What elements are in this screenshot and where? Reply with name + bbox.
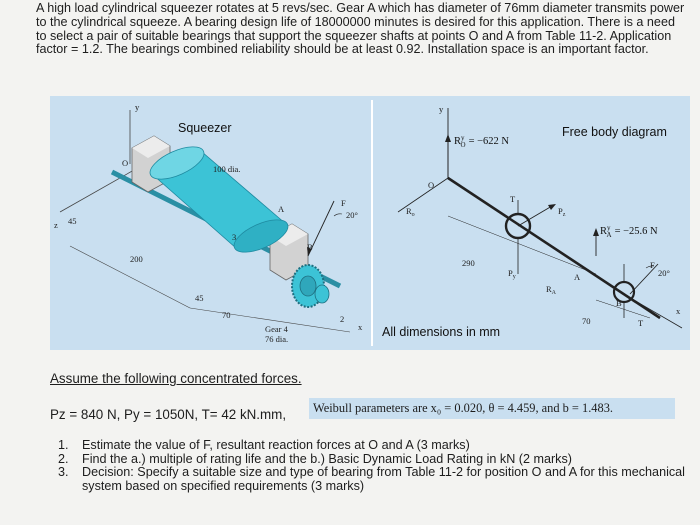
question-text: Decision: Specify a suitable size and type of bearing from Table 11-2 for position O and A for this mechanical system based on specified requirements (3 marks) (82, 465, 685, 493)
ra-y-label: $R^y$ A = −25.6 N (600, 224, 658, 239)
fbd-ro-label: $R_o$ (406, 206, 415, 218)
left-num-3: 3 (232, 232, 237, 242)
left-axis-x: x (358, 322, 363, 332)
fbd-pz: $P_z$ (558, 206, 566, 218)
question-number: 1. (58, 438, 69, 452)
ro-y-label: $R^y$ O = −622 N (454, 134, 510, 149)
fbd-force-f: F (650, 260, 655, 270)
left-dim-70: 70 (222, 310, 231, 320)
squeezer-figure (50, 96, 690, 350)
dims-note: All dimensions in mm (382, 325, 501, 339)
given-forces: Pz = 840 N, Py = 1050N, T= 42 kN.mm, (50, 407, 287, 422)
squeezer-title: Squeezer (178, 121, 232, 135)
gear-dia-label: 76 dia. (265, 334, 289, 344)
fbd-axis-y: y (439, 104, 444, 114)
question-item (58, 453, 686, 467)
left-dim-45b: 45 (195, 293, 204, 303)
left-axis-y: y (135, 102, 140, 112)
left-point-o: O (122, 158, 129, 168)
fbd-t2: T (638, 318, 644, 328)
gear-label: Gear 4 (265, 324, 288, 334)
question-text: Estimate the value of F, resultant reaction forces at O and A (3 marks) (82, 438, 470, 452)
question-text: Find the a.) multiple of rating life and the b.) Basic Dynamic Load Rating in kN (2 marks) (82, 451, 572, 466)
left-point-b: B (307, 242, 313, 252)
fbd-point-a: A (574, 272, 581, 282)
left-num-2: 2 (340, 314, 345, 324)
fbd-t1: T (510, 194, 516, 204)
weibull-parameters: Weibull parameters are x₀ = 0.020, θ = 4.459, and b = 1.483. (309, 398, 675, 419)
question-number: 2. (58, 451, 69, 466)
left-point-a: A (278, 204, 285, 214)
assume-heading: Assume the following concentrated forces. (50, 371, 302, 386)
fbd-point-b: B (616, 298, 622, 308)
fbd-point-o: O (428, 180, 435, 190)
left-angle-20: 20° (346, 210, 358, 220)
fbd-dim-70: 70 (582, 316, 591, 326)
left-axis-z: z (54, 220, 58, 230)
question-number: 3. (58, 465, 69, 480)
question-list (58, 439, 686, 493)
left-force-f: F (341, 198, 346, 208)
question-item (58, 466, 686, 493)
left-dim-200: 200 (130, 254, 143, 264)
question-item (58, 439, 686, 453)
problem-statement: A high load cylindrical squeezer rotates at 5 revs/sec. Gear A which has diameter of 76mm diameter transmits power to the cylindrical squeeze. A bearing design life of 18000000 minutes is desired for this application. There is a need to select a pair of suitable bearings that support the squeezer shafts at points O and A from Table 11-2. Application factor = 1.2. The bearings combined reliability should be at least 0.92. Installation space is an important factor. (36, 1, 685, 57)
free-body-diagram (382, 104, 682, 339)
fbd-ra-label: $R_A$ (546, 284, 557, 296)
cylinder-dia-label: 100 dia. (213, 164, 241, 174)
figure-drawing (50, 96, 690, 350)
fbd-angle-20: 20° (658, 268, 670, 278)
fbd-py: $P_y$ (508, 268, 516, 280)
left-dim-45a: 45 (68, 216, 77, 226)
fbd-title: Free body diagram (562, 125, 667, 139)
fbd-dim-290: 290 (462, 258, 475, 268)
fbd-axis-x: x (676, 306, 681, 316)
squeezer-drawing (54, 102, 363, 344)
